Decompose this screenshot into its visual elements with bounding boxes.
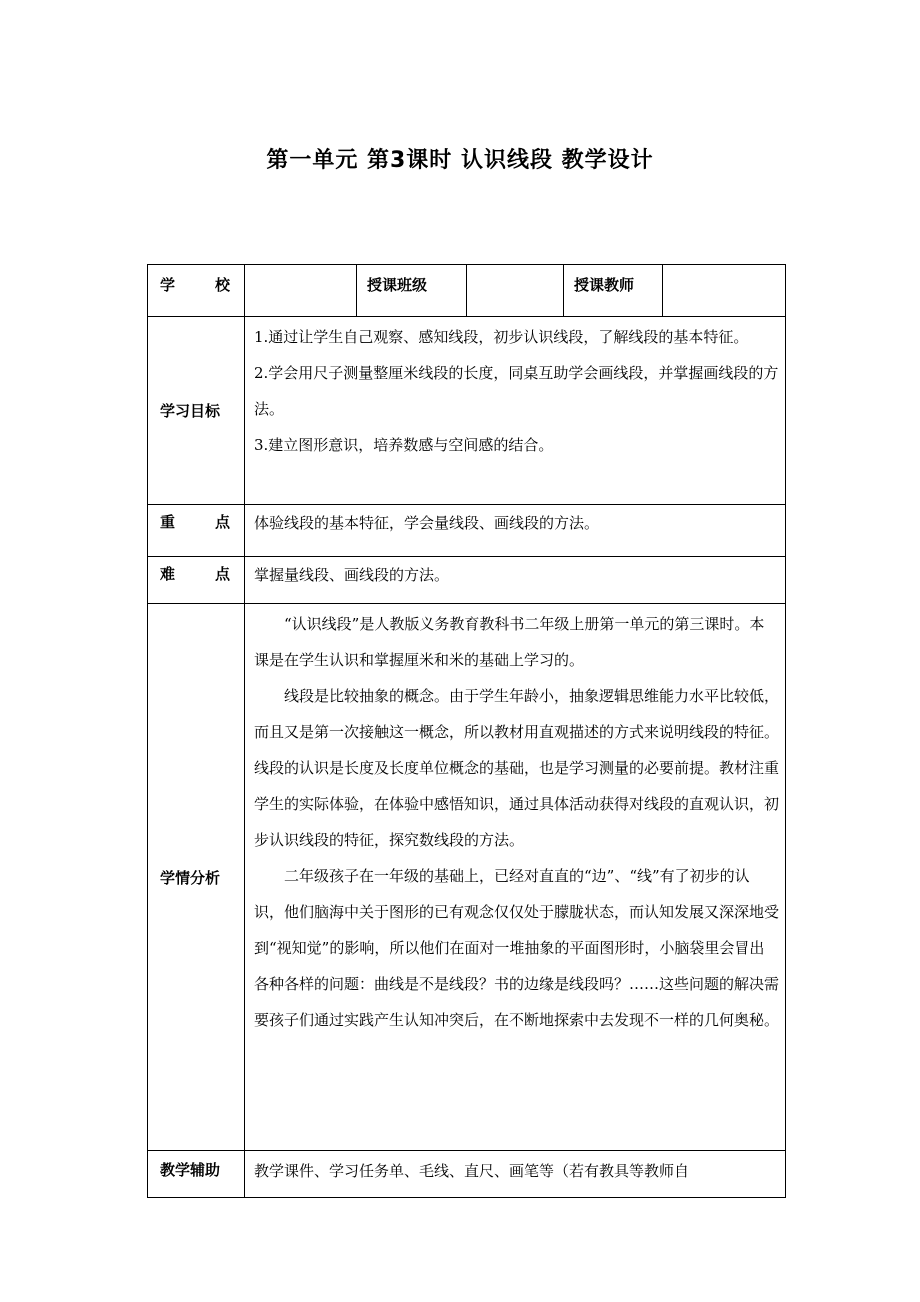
teaching-aids-content: 教学课件、学习任务单、毛线、直尺、画笔等（若有教具等教师自 (245, 1151, 786, 1198)
key-points-label-cell (148, 505, 245, 557)
teacher-label: 授课教师 (564, 265, 663, 317)
difficulties-label-char-1: 难 (160, 565, 176, 583)
goals-content (245, 317, 786, 505)
difficulties-content: 掌握量线段、画线段的方法。 (245, 557, 786, 604)
analysis-label: 学情分析 (148, 604, 245, 1151)
key-points-label-char-1: 重 (160, 513, 176, 531)
goals-row (148, 317, 786, 505)
key-points-label-char-2: 点 (214, 513, 230, 531)
class-value-cell[interactable] (467, 265, 564, 317)
page-title: 第一单元 第3课时 认识线段 教学设计 (266, 148, 654, 173)
difficulties-label-cell (148, 557, 245, 604)
key-points-row (148, 505, 786, 557)
header-row (148, 265, 786, 317)
teacher-value-cell[interactable] (663, 265, 786, 317)
goal-item: 2.学会用尺子测量整厘米线段的长度，同桌互助学会画线段，并掌握画线段的方法。 (254, 364, 779, 418)
difficulties-label-char-2: 点 (214, 565, 230, 583)
school-label-char-1: 学 (160, 276, 176, 294)
goal-item: 1.通过让学生自己观察、感知线段，初步认识线段，了解线段的基本特征。 (254, 328, 749, 346)
analysis-content (245, 604, 786, 1151)
lesson-plan-table (147, 264, 786, 1198)
school-label-char-2: 校 (214, 276, 230, 294)
school-label-cell (148, 265, 245, 317)
analysis-row (148, 604, 786, 1151)
class-label: 授课班级 (357, 265, 467, 317)
school-value-cell[interactable] (245, 265, 357, 317)
analysis-paragraph: 线段是比较抽象的概念。由于学生年龄小，抽象逻辑思维能力水平比较低，而且又是第一次接触这一概念，所以教材用直观描述的方式来说明线段的特征。线段的认识是长度及长度单位概念的基础，也是学习测量的必要前提。教材注重学生的实际体验，在体验中感悟知识，通过具体活动获得对线段的直观认识，初步认识线段的特征，探究数线段的方法。 (254, 687, 780, 849)
difficulties-row (148, 557, 786, 604)
goal-item: 3.建立图形意识，培养数感与空间感的结合。 (254, 436, 554, 454)
teaching-aids-label: 教学辅助 (148, 1151, 245, 1198)
goals-label: 学习目标 (148, 317, 245, 505)
analysis-paragraph: “认识线段”是人教版义务教育教科书二年级上册第一单元的第三课时。本课是在学生认识和掌握厘米和米的基础上学习的。 (254, 615, 765, 669)
key-points-content: 体验线段的基本特征，学会量线段、画线段的方法。 (245, 505, 786, 557)
analysis-paragraph: 二年级孩子在一年级的基础上，已经对直直的“边”、“线”有了初步的认识，他们脑海中关于图形的已有观念仅仅处于朦胧状态，而认知发展又深深地受到“视知觉”的影响，所以他们在面对一堆抽象的平面图形时，小脑袋里会冒出各种各样的问题：曲线是不是线段？书的边缘是线段吗？……这些问题的解决需要孩子们通过实践产生认知冲突后，在不断地探索中去发现不一样的几何奥秘。 (254, 867, 780, 1029)
teaching-aids-row (148, 1151, 786, 1198)
